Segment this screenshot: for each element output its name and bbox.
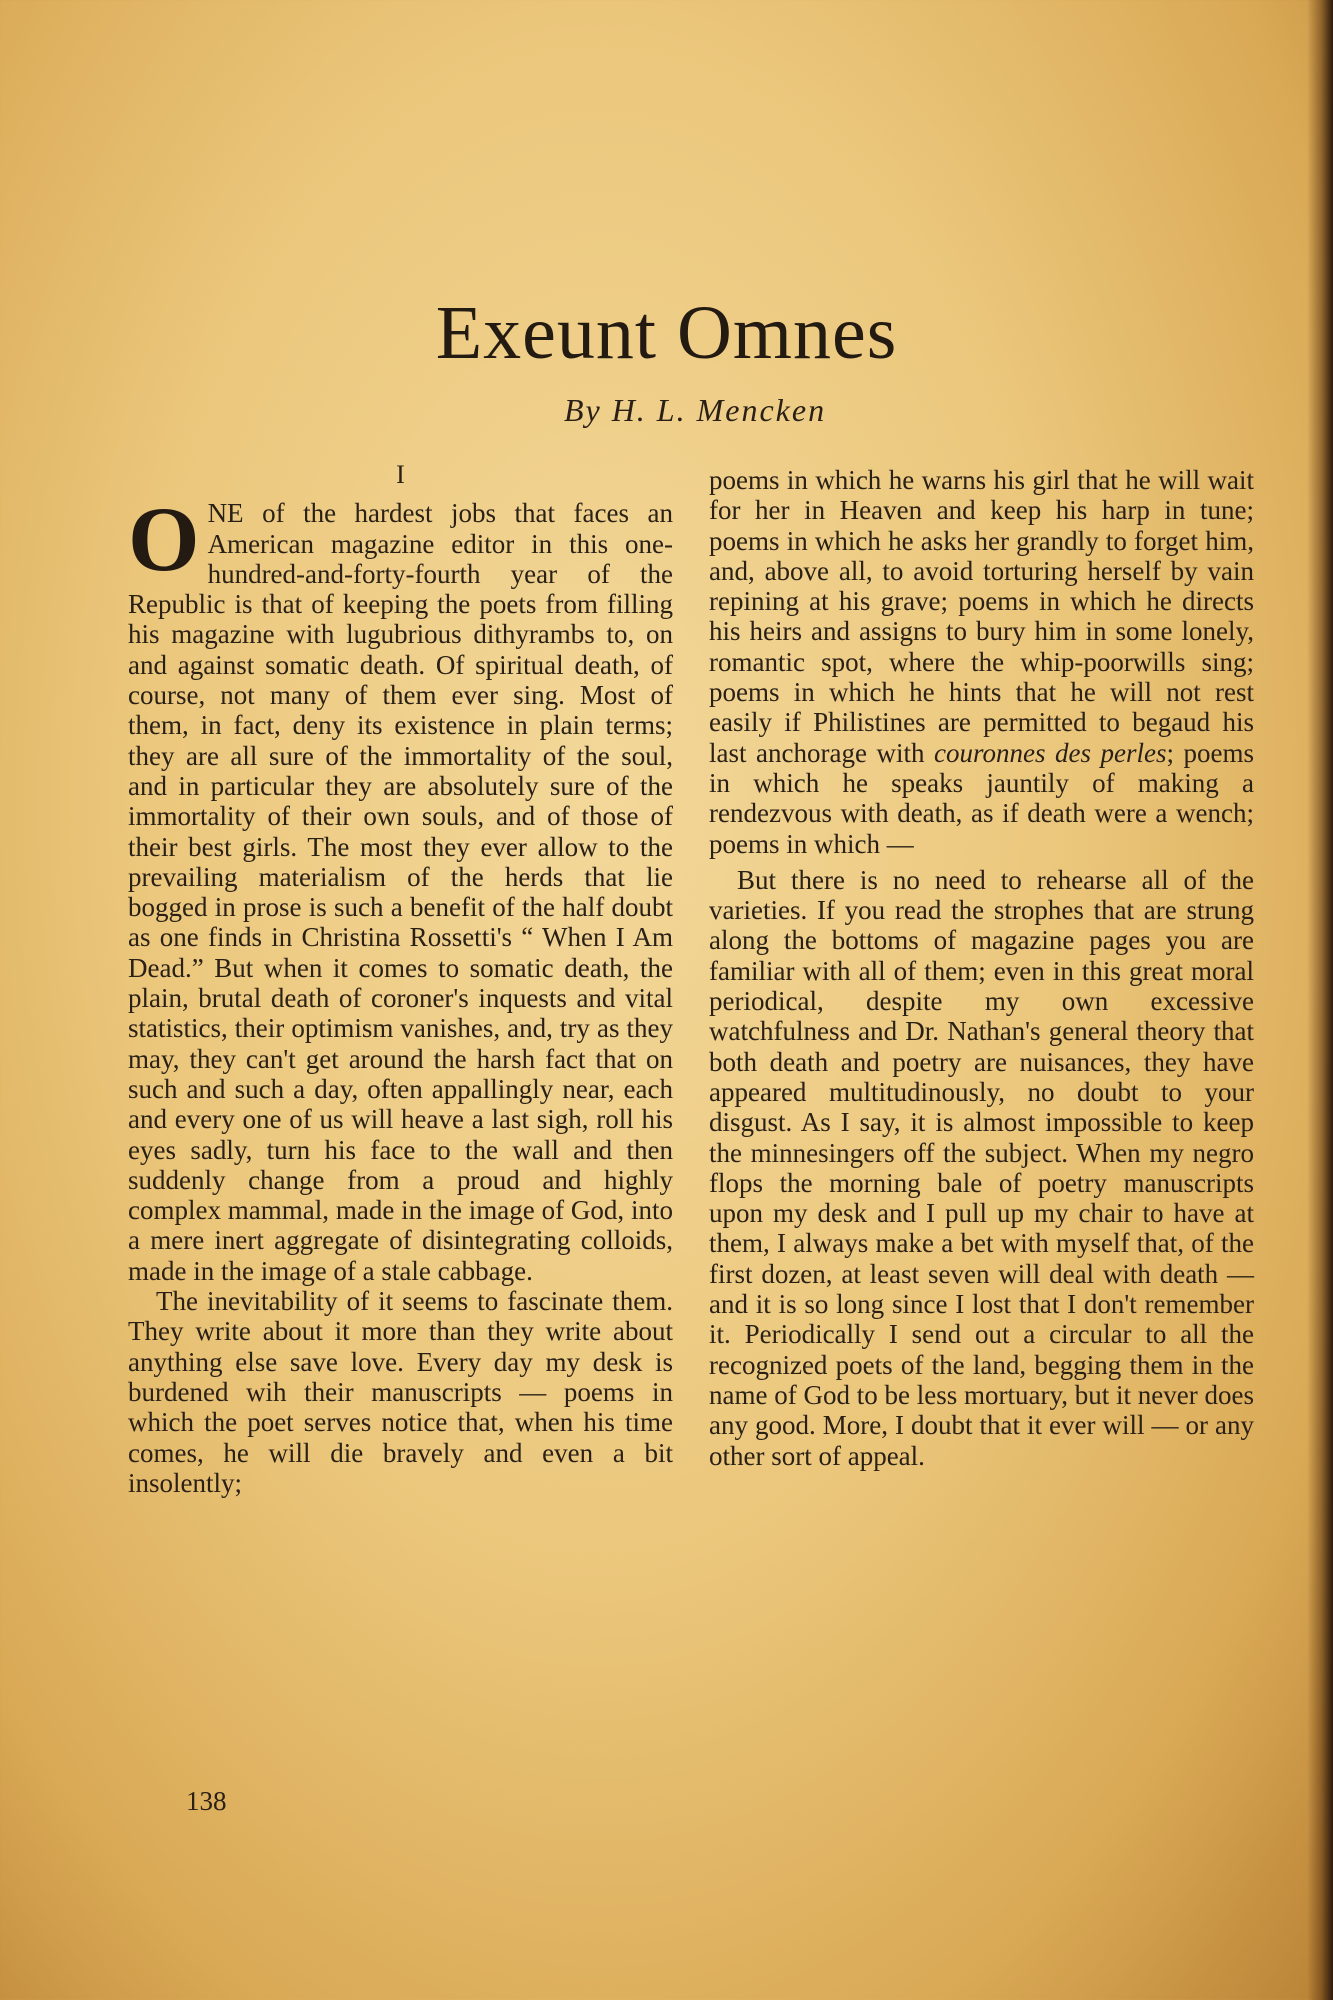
paragraph-2-continued-end: ; poems in which he speaks jauntily of making a rendezvous with death, as if death were a wench; poems in which — [709, 737, 1254, 859]
paragraph-1 [128, 488, 673, 1286]
page-number: 138 [186, 1786, 227, 1816]
paragraph-1-text: NE of the hardest jobs that faces an American magazine editor in this one-hundred-and-forty-fourth year of the Republic is that of keeping the poets from filling his magazine with lugubrious dithyrambs to, on and against somatic death. Of spiritual death, of course, not many of them ever sing. Most of them, in fact, deny its existence in plain terms; they are all sure of the immortality of the soul, and in particular they are absolutely sure of the immortality of their own souls, and of those of their best girls. The most they ever allow to the prevailing materialism of the herds that lie bogged in prose is such a benefit of the half doubt as one finds in Christina Rossetti's “ When I Am Dead.” But when it comes to somatic death, the plain, brutal death of coroner's inquests and vital statistics, their optimism vanishes, and, try as they may, they can't get around the harsh fact that on such and such a day, often appallingly near, each and every one of us will heave a last sigh, roll his eyes sadly, turn his face to the wall and then suddenly change from a proud and highly complex mammal, made in the image of God, into a mere inert aggregate of disintegrating colloids, made in the image of a stale cabbage. [128, 498, 673, 1286]
article-byline: By H. L. Mencken [563, 392, 827, 428]
paragraph-2-italic-phrase: couronnes des perles [933, 737, 1167, 768]
paragraph-3: But there is no need to rehearse all of the varieties. If you read the strophes that are strung along the bottoms of magazine pages you are familiar with all of them; even in this great moral periodical, despite my own excessive watchfulness and Dr. Nathan's general theory that both death and poetry are nuisances, they have appeared multitudinously, no doubt to your disgust. As I say, it is almost impossible to keep the minnesingers off the subject. When my negro flops the morning bale of poetry manuscripts upon my desk and I pull up my chair to have at them, I always make a bet with myself that, of the first dozen, at least seven will deal with death — and it is so long since I lost that I don't remember it. Periodically I send out a circular to all the recognized poets of the land, begging them in the name of God to be less mortuary, but it never does any good. More, I doubt that it ever will — or any other sort of appeal. [709, 864, 1254, 1471]
paragraph-2-continued-start: poems in which he warns his girl that he will wait for her in Heaven and keep his harp in tune; poems in which he asks her grandly to forget him, and, above all, to avoid torturing herself by vain repining at his grave; poems in which he directs his heirs and assigns to bury him in some lonely, romantic spot, where the whip-poorwills sing; poems in which he hints that he will not rest easily if Philistines are permitted to begaud his last anchorage with [709, 465, 1254, 768]
drop-cap: O [128, 488, 200, 591]
article-title: Exeunt Omnes [435, 291, 898, 375]
paragraph-2: The inevitability of it seems to fascinate them. They write about it more than they write about anything else save love. Every day my desk is burdened wih their manuscripts — poems in which the poet serves notice that, when his time comes, he will die bravely and even a bit insolently; [128, 1286, 673, 1498]
paragraph-2-continued [709, 465, 1254, 859]
right-column [709, 465, 1254, 1471]
section-number: I [396, 460, 405, 489]
left-column [128, 460, 673, 1498]
